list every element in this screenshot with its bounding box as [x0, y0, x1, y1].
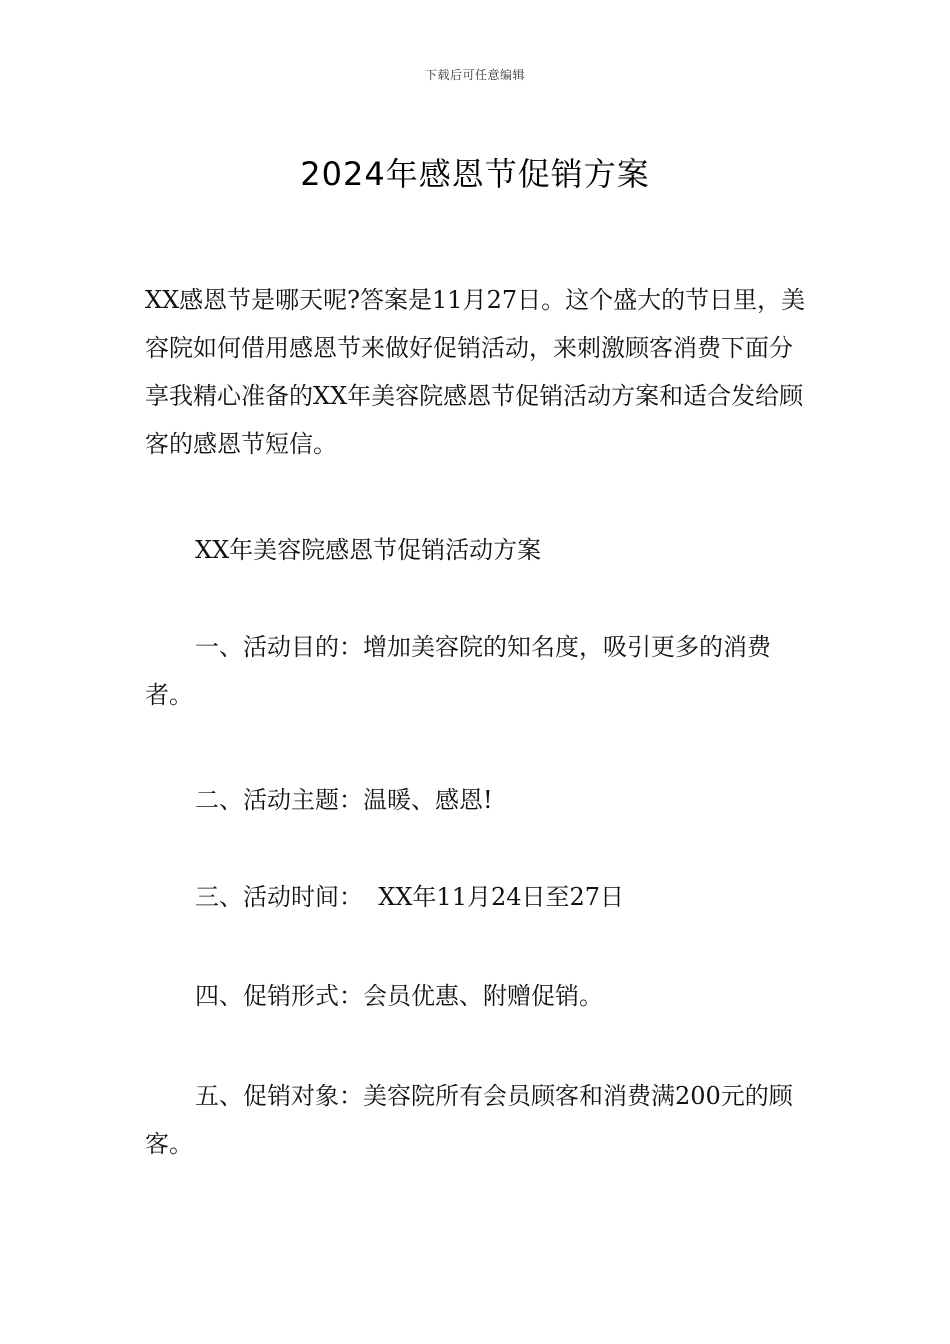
- item-theme: 二、活动主题：温暖、感恩!: [195, 786, 493, 814]
- item-time: 三、活动时间： XX年11月24日至27日: [195, 883, 625, 911]
- intro-paragraph: XX感恩节是哪天呢?答案是11月27日。这个盛大的节日里，美容院如何借用感恩节来做好促销活动，来刺激顾客消费下面分享我精心准备的XX年美容院感恩节促销活动方案和适合发给顾客的感恩节短信。: [145, 286, 806, 458]
- item-target: 五、促销对象：美容院所有会员顾客和消费满200元的顾客。: [145, 1082, 793, 1158]
- header-note: 下载后可任意编辑: [424, 68, 525, 82]
- plan-heading: XX年美容院感恩节促销活动方案: [195, 536, 542, 564]
- item-form: 四、促销形式：会员优惠、附赠促销。: [195, 982, 603, 1010]
- item-purpose: 一、活动目的：增加美容院的知名度，吸引更多的消费者。: [145, 633, 771, 709]
- document-title: 2024年感恩节促销方案: [300, 155, 650, 194]
